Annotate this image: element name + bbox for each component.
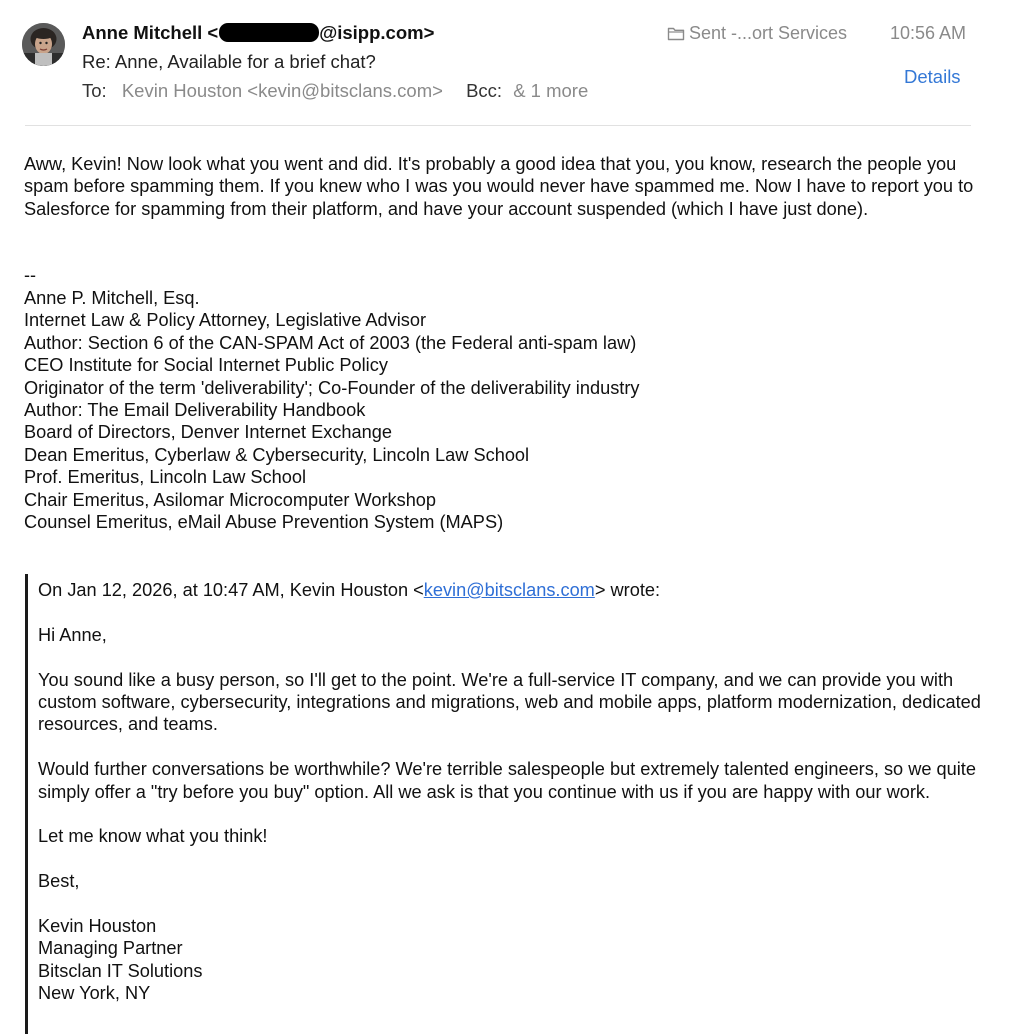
signature-separator: -- <box>24 265 36 285</box>
message-header <box>0 0 1016 130</box>
sender-signature <box>24 287 640 533</box>
signature-line: CEO Institute for Social Internet Public Policy <box>24 355 388 376</box>
quote-signature-line: New York, NY <box>38 983 151 1004</box>
reply-body: Aww, Kevin! Now look what you went and did. It's probably a good idea that you, you know, research the people you spam before spamming them. If you knew who I was you would never have spammed me. Now I have to report you to Salesforce for spamming from their platform, and have your account suspended (which I have just done). <box>24 154 974 219</box>
sender-email-link[interactable]: kevin@bitsclans.com <box>423 580 595 600</box>
signature-line: Counsel Emeritus, eMail Abuse Prevention System (MAPS) <box>24 511 504 532</box>
signature-line: Originator of the term 'deliverability'; Co-Founder of the deliverability industry <box>24 377 640 398</box>
signature-line: Author: Section 6 of the CAN-SPAM Act of 2003 (the Federal anti-spam law) <box>24 332 637 353</box>
folder-icon <box>667 24 685 46</box>
quote-signature-line: Bitsclan IT Solutions <box>38 960 203 981</box>
signature-line: Chair Emeritus, Asilomar Microcomputer Workshop <box>24 489 437 510</box>
message-time: 10:56 AM <box>890 23 967 43</box>
signature-line: Prof. Emeritus, Lincoln Law School <box>24 467 307 488</box>
sender-name: Anne Mitchell < <box>82 22 219 43</box>
quote-bar <box>25 574 28 1034</box>
quote-closing: Best, <box>38 871 80 892</box>
quote-signature-line: Managing Partner <box>38 938 183 959</box>
quote-paragraph: You sound like a busy person, so I'll get to the point. We're a full-service IT company, and we can provide you with custom software, cybersecurity, integrations and migrations, web and mobile apps, platform modernization, dedicated resources, and teams. <box>38 669 981 735</box>
details-link[interactable]: Details <box>904 66 961 87</box>
quote-paragraph: Let me know what you think! <box>38 826 268 847</box>
quote-signature-line: Kevin Houston <box>38 916 157 936</box>
folder-name: Sent -...ort Services <box>689 23 848 43</box>
quote-paragraph: Would further conversations be worthwhile? We're terrible salespeople but extremely talented engineers, so we quite simply offer a "try before you buy" option. All we ask is that you continue with us if you are happy with our work. <box>38 759 976 802</box>
signature-line: Author: The Email Deliverability Handbook <box>24 399 366 420</box>
signature-line: Board of Directors, Denver Internet Exchange <box>24 422 392 443</box>
attribution-prefix: On Jan 12, 2026, at 10:47 AM, Kevin Houston < <box>38 580 424 600</box>
sender-avatar[interactable] <box>22 23 65 66</box>
avatar-photo <box>22 23 65 66</box>
to-recipient[interactable]: Kevin Houston <kevin@bitsclans.com> <box>121 80 443 101</box>
signature-line: Dean Emeritus, Cyberlaw & Cybersecurity, Lincoln Law School <box>24 444 530 465</box>
sender-line[interactable] <box>82 22 434 44</box>
quote-signature <box>38 915 998 1005</box>
redacted-email-user <box>219 23 319 42</box>
bcc-label: Bcc: <box>466 80 503 101</box>
header-divider <box>25 125 971 126</box>
attribution-suffix: > wrote: <box>594 580 661 600</box>
signature-line: Internet Law & Policy Attorney, Legislative Advisor <box>24 310 427 331</box>
sender-domain: @isipp.com> <box>319 22 435 43</box>
signature-line: Anne P. Mitchell, Esq. <box>24 288 200 308</box>
email-subject: Re: Anne, Available for a brief chat? <box>82 51 376 72</box>
quoted-message <box>38 579 998 1005</box>
quote-attribution <box>38 579 998 601</box>
quote-greeting: Hi Anne, <box>38 624 107 645</box>
bcc-more[interactable]: & 1 more <box>513 80 589 101</box>
mailbox-folder[interactable] <box>667 22 847 46</box>
recipients-line <box>82 80 588 102</box>
to-label: To: <box>82 80 107 101</box>
